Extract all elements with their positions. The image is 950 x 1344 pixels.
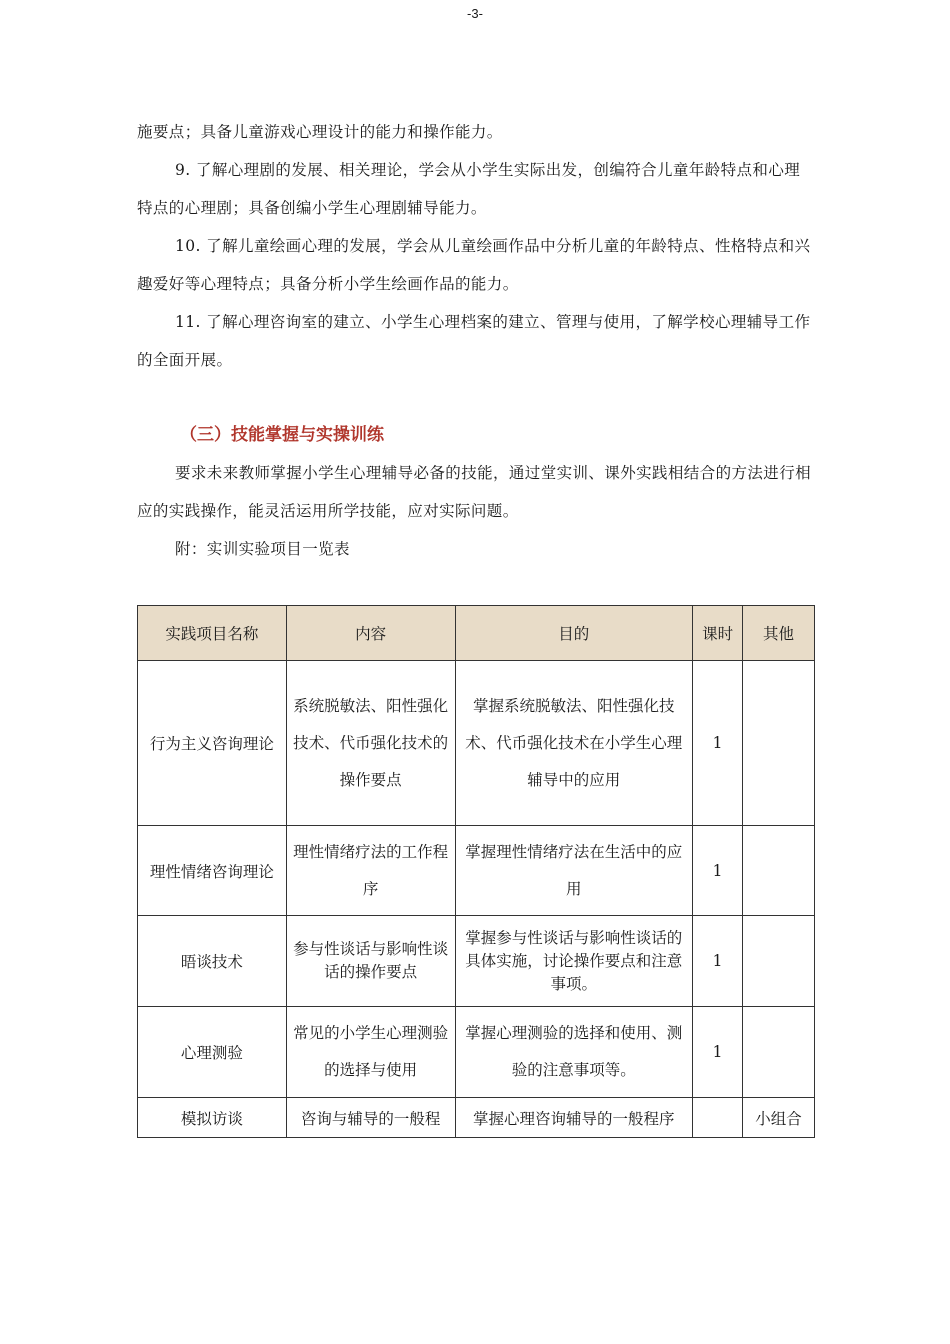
cell-other (743, 916, 815, 1007)
cell-hours (693, 1098, 743, 1138)
cell-project-name: 理性情绪咨询理论 (138, 826, 287, 916)
cell-hours: 1 (693, 1007, 743, 1098)
table-row (138, 1098, 815, 1138)
cell-content: 参与性谈话与影响性谈话的操作要点 (286, 916, 455, 1007)
header-project-name: 实践项目名称 (138, 606, 287, 661)
cell-project-name: 晤谈技术 (138, 916, 287, 1007)
cell-content: 咨询与辅导的一般程 (286, 1098, 455, 1138)
cell-project-name: 行为主义咨询理论 (138, 661, 287, 826)
cell-purpose: 掌握心理咨询辅导的一般程序 (455, 1098, 693, 1138)
table-row (138, 916, 815, 1007)
table-row (138, 1007, 815, 1098)
cell-hours: 1 (693, 916, 743, 1007)
page-number: -3- (467, 6, 483, 21)
cell-purpose: 掌握系统脱敏法、阳性强化技术、代币强化技术在小学生心理辅导中的应用 (455, 661, 693, 826)
table-row (138, 826, 815, 916)
practice-projects-table (137, 605, 815, 1138)
cell-hours: 1 (693, 826, 743, 916)
paragraph-item-11: 11. 了解心理咨询室的建立、小学生心理档案的建立、管理与使用，了解学校心理辅导工作的全面开展。 (137, 313, 811, 369)
table-header-row (138, 606, 815, 661)
cell-other (743, 826, 815, 916)
cell-other: 小组合 (743, 1098, 815, 1138)
cell-other (743, 1007, 815, 1098)
section-heading: （三）技能掌握与实操训练 (180, 425, 384, 445)
paragraph-item-9: 9. 了解心理剧的发展、相关理论，学会从小学生实际出发，创编符合儿童年龄特点和心理特点的心理剧；具备创编小学生心理剧辅导能力。 (137, 161, 801, 217)
cell-content: 系统脱敏法、阳性强化技术、代币强化技术的操作要点 (286, 661, 455, 826)
cell-purpose: 掌握理性情绪疗法在生活中的应用 (455, 826, 693, 916)
cell-project-name: 心理测验 (138, 1007, 287, 1098)
paragraph-item-10: 10. 了解儿童绘画心理的发展，学会从儿童绘画作品中分析儿童的年龄特点、性格特点和兴趣爱好等心理特点；具备分析小学生绘画作品的能力。 (137, 237, 811, 293)
cell-purpose: 掌握参与性谈话与影响性谈话的具体实施，讨论操作要点和注意事项。 (455, 916, 693, 1007)
paragraph-continuation: 施要点；具备儿童游戏心理设计的能力和操作能力。 (137, 123, 503, 141)
cell-purpose: 掌握心理测验的选择和使用、测验的注意事项等。 (455, 1007, 693, 1098)
section-body: 要求未来教师掌握小学生心理辅导必备的技能，通过堂实训、课外实践相结合的方法进行相应的实践操作，能灵活运用所学技能，应对实际问题。 (137, 464, 812, 520)
cell-project-name: 模拟访谈 (138, 1098, 287, 1138)
appendix-note: 附：实训实验项目一览表 (175, 540, 350, 558)
cell-content: 理性情绪疗法的工作程序 (286, 826, 455, 916)
header-content: 内容 (286, 606, 455, 661)
cell-other (743, 661, 815, 826)
header-hours: 课时 (693, 606, 743, 661)
cell-hours: 1 (693, 661, 743, 826)
header-other: 其他 (743, 606, 815, 661)
cell-content: 常见的小学生心理测验的选择与使用 (286, 1007, 455, 1098)
table-row (138, 661, 815, 826)
header-purpose: 目的 (455, 606, 693, 661)
